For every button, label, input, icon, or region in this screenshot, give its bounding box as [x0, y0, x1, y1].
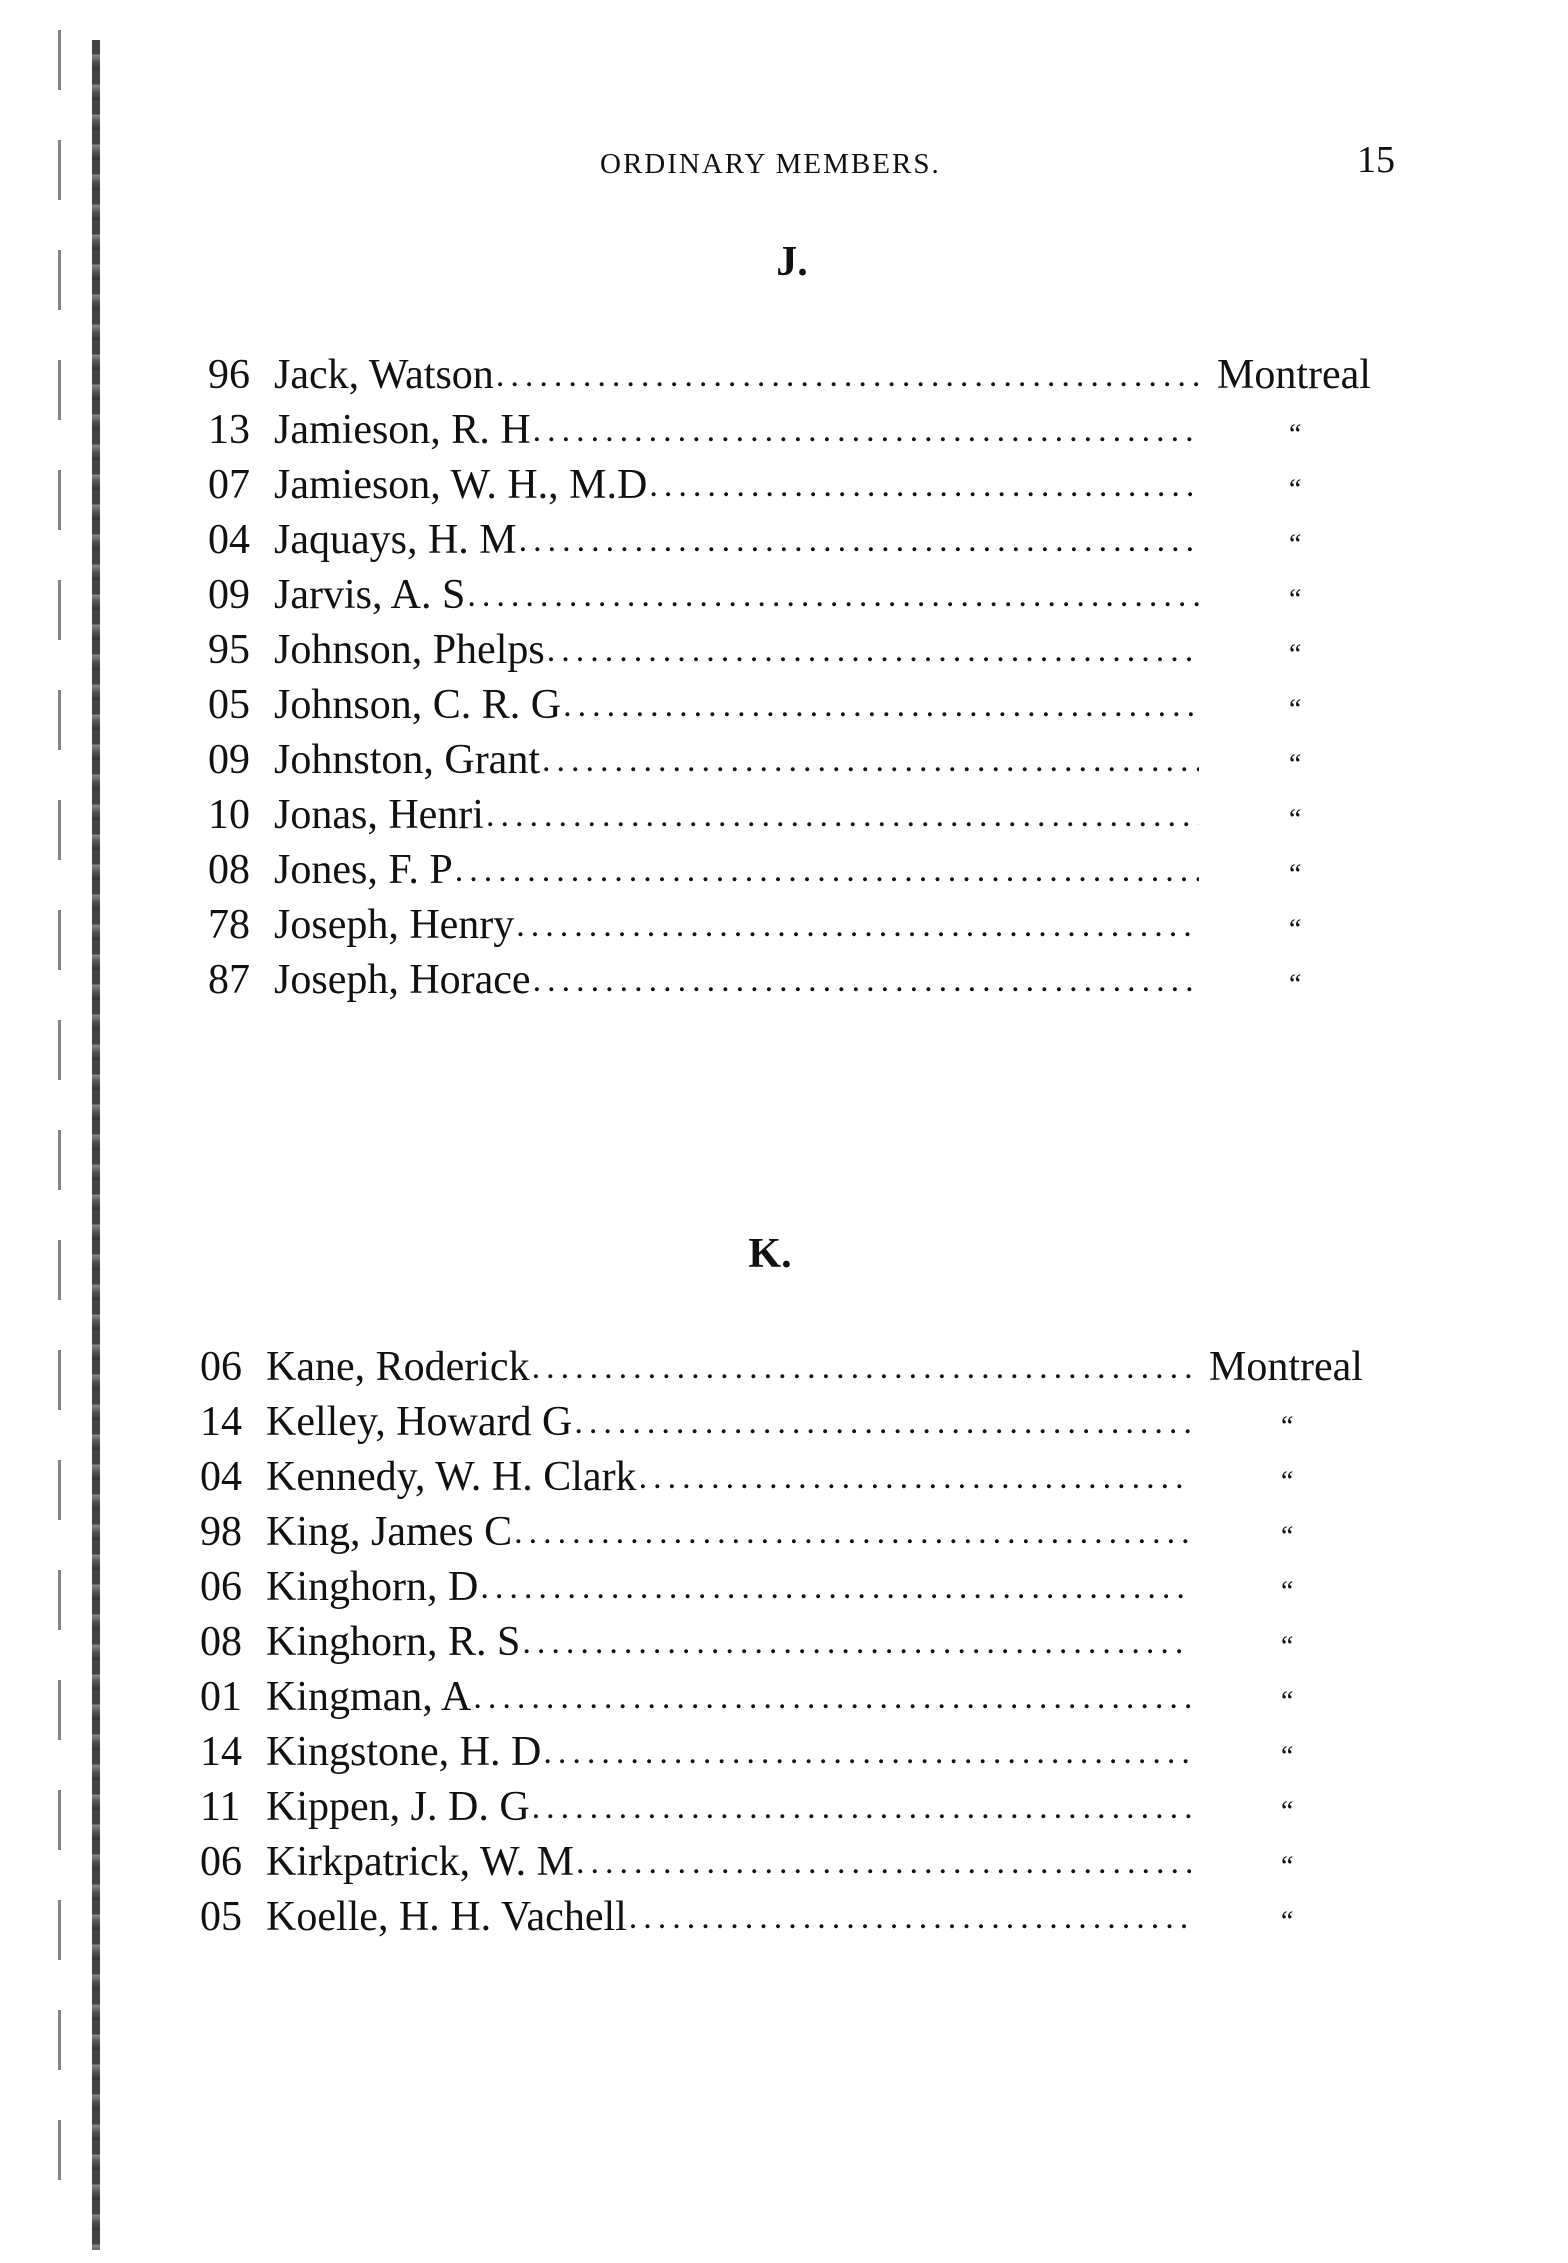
member-name-with-leader [274, 733, 1199, 788]
dot-leader [486, 788, 1199, 843]
member-city: “ [1278, 1686, 1294, 1717]
member-name: Kinghorn, D [266, 1564, 479, 1610]
membership-year: 09 [208, 737, 250, 783]
membership-year: 13 [208, 407, 250, 453]
member-name: Johnson, Phelps [274, 627, 545, 673]
member-city: “ [1286, 804, 1302, 835]
membership-year: 05 [208, 682, 250, 728]
member-name: Koelle, H. H. Vachell [266, 1894, 627, 1940]
list-item [208, 953, 1403, 1008]
list-item [208, 843, 1403, 898]
member-name: Joseph, Henry [274, 902, 515, 948]
member-name: Kinghorn, R. S [266, 1619, 521, 1665]
member-name: Kennedy, W. H. Clark [266, 1454, 637, 1500]
list-item [200, 1780, 1388, 1835]
member-name-with-leader [274, 513, 1199, 568]
page-number: 15 [1357, 139, 1395, 181]
dot-leader [543, 1725, 1191, 1780]
member-name: Jamieson, W. H., M.D [274, 462, 648, 508]
binding-edge [58, 30, 61, 2230]
section-letter-j: J. [776, 239, 808, 285]
membership-year: 05 [200, 1894, 242, 1940]
member-city: “ [1286, 529, 1302, 560]
member-name-with-leader [274, 568, 1199, 623]
member-city: “ [1286, 749, 1302, 780]
list-item [200, 1890, 1388, 1945]
list-item [200, 1395, 1388, 1450]
member-city: “ [1286, 584, 1302, 615]
member-city: “ [1286, 969, 1302, 1000]
list-item [200, 1505, 1388, 1560]
dot-leader [649, 458, 1199, 513]
dot-leader [574, 1395, 1191, 1450]
member-city: Montreal [1209, 1344, 1363, 1390]
member-name-with-leader [266, 1725, 1191, 1780]
member-name-with-leader [266, 1560, 1191, 1615]
binding-spine [92, 40, 100, 2250]
dot-leader [533, 403, 1199, 458]
member-name: Jamieson, R. H [274, 407, 531, 453]
member-city: “ [1278, 1631, 1294, 1662]
member-name-with-leader [266, 1835, 1191, 1890]
member-name: Jonas, Henri [274, 792, 484, 838]
member-name: Kelley, Howard G [266, 1399, 573, 1445]
dot-leader [473, 1670, 1191, 1725]
membership-year: 14 [200, 1399, 242, 1445]
running-title: ORDINARY MEMBERS. [600, 148, 941, 180]
member-name-with-leader [266, 1615, 1191, 1670]
member-name: Kirkpatrick, W. M [266, 1839, 574, 1885]
member-city: “ [1286, 419, 1302, 450]
member-city: “ [1278, 1466, 1294, 1497]
dot-leader [533, 953, 1199, 1008]
member-name: King, James C [266, 1509, 513, 1555]
member-city: “ [1286, 474, 1302, 505]
dot-leader [532, 1340, 1191, 1395]
list-item [208, 788, 1403, 843]
member-name: Johnson, C. R. G [274, 682, 562, 728]
dot-leader [547, 623, 1199, 678]
membership-year: 98 [200, 1509, 242, 1555]
member-name: Jaquays, H. M [274, 517, 517, 563]
member-city: “ [1286, 694, 1302, 725]
list-item [208, 898, 1403, 953]
dot-leader [480, 1560, 1191, 1615]
member-name: Jarvis, A. S [274, 572, 466, 618]
list-item [208, 513, 1403, 568]
member-city: “ [1278, 1576, 1294, 1607]
member-name-with-leader [274, 403, 1199, 458]
membership-year: 95 [208, 627, 250, 673]
member-name: Johnston, Grant [274, 737, 540, 783]
list-item [200, 1450, 1388, 1505]
list-item [200, 1670, 1388, 1725]
member-name-with-leader [266, 1505, 1191, 1560]
member-name-with-leader [274, 843, 1199, 898]
member-city: “ [1286, 859, 1302, 890]
dot-leader [522, 1615, 1191, 1670]
member-name: Jack, Watson [274, 352, 494, 398]
member-name-with-leader [266, 1780, 1191, 1835]
member-name-with-leader [274, 678, 1199, 733]
membership-year: 06 [200, 1344, 242, 1390]
member-name-with-leader [266, 1670, 1191, 1725]
member-name-with-leader [274, 788, 1199, 843]
member-name: Kane, Roderick [266, 1344, 530, 1390]
list-item [200, 1615, 1388, 1670]
member-name: Joseph, Horace [274, 957, 531, 1003]
membership-year: 09 [208, 572, 250, 618]
member-name-with-leader [274, 458, 1199, 513]
membership-year: 08 [200, 1619, 242, 1665]
member-name: Kingman, A [266, 1674, 472, 1720]
dot-leader [563, 678, 1199, 733]
membership-year: 06 [200, 1839, 242, 1885]
list-item [200, 1560, 1388, 1615]
member-city: “ [1286, 639, 1302, 670]
section-letter-k: K. [748, 1231, 792, 1277]
member-city: “ [1278, 1796, 1294, 1827]
dot-leader [514, 1505, 1191, 1560]
member-name: Kippen, J. D. G [266, 1784, 530, 1830]
membership-year: 78 [208, 902, 250, 948]
list-item [208, 623, 1403, 678]
list-item [208, 348, 1403, 403]
member-name-with-leader [274, 953, 1199, 1008]
list-item [208, 733, 1403, 788]
member-name-with-leader [266, 1340, 1191, 1395]
dot-leader [496, 348, 1199, 403]
dot-leader [467, 568, 1199, 623]
member-list-j [208, 348, 1403, 1008]
member-name: Kingstone, H. D [266, 1729, 542, 1775]
member-city: “ [1278, 1411, 1294, 1442]
membership-year: 14 [200, 1729, 242, 1775]
list-item [200, 1340, 1388, 1395]
membership-year: 07 [208, 462, 250, 508]
dot-leader [516, 898, 1199, 953]
member-name-with-leader [274, 623, 1199, 678]
member-city: “ [1278, 1906, 1294, 1937]
member-name-with-leader [274, 348, 1199, 403]
dot-leader [639, 1450, 1191, 1505]
dot-leader [542, 733, 1199, 788]
membership-year: 11 [200, 1784, 241, 1830]
membership-year: 01 [200, 1674, 242, 1720]
dot-leader [532, 1780, 1191, 1835]
list-item [200, 1725, 1388, 1780]
list-item [208, 568, 1403, 623]
membership-year: 04 [208, 517, 250, 563]
member-name-with-leader [266, 1450, 1191, 1505]
membership-year: 96 [208, 352, 250, 398]
list-item [200, 1835, 1388, 1890]
member-city: “ [1278, 1851, 1294, 1882]
member-name-with-leader [266, 1890, 1191, 1945]
list-item [208, 403, 1403, 458]
dot-leader [576, 1835, 1191, 1890]
member-name-with-leader [274, 898, 1199, 953]
list-item [208, 678, 1403, 733]
member-city: “ [1278, 1521, 1294, 1552]
dot-leader [455, 843, 1199, 898]
member-city: Montreal [1217, 352, 1371, 398]
membership-year: 08 [208, 847, 250, 893]
list-item [208, 458, 1403, 513]
membership-year: 06 [200, 1564, 242, 1610]
member-name: Jones, F. P [274, 847, 453, 893]
member-city: “ [1286, 914, 1302, 945]
member-name-with-leader [266, 1395, 1191, 1450]
dot-leader [629, 1890, 1191, 1945]
member-city: “ [1278, 1741, 1294, 1772]
membership-year: 87 [208, 957, 250, 1003]
member-list-k [200, 1340, 1388, 1945]
dot-leader [519, 513, 1199, 568]
membership-year: 04 [200, 1454, 242, 1500]
membership-year: 10 [208, 792, 250, 838]
